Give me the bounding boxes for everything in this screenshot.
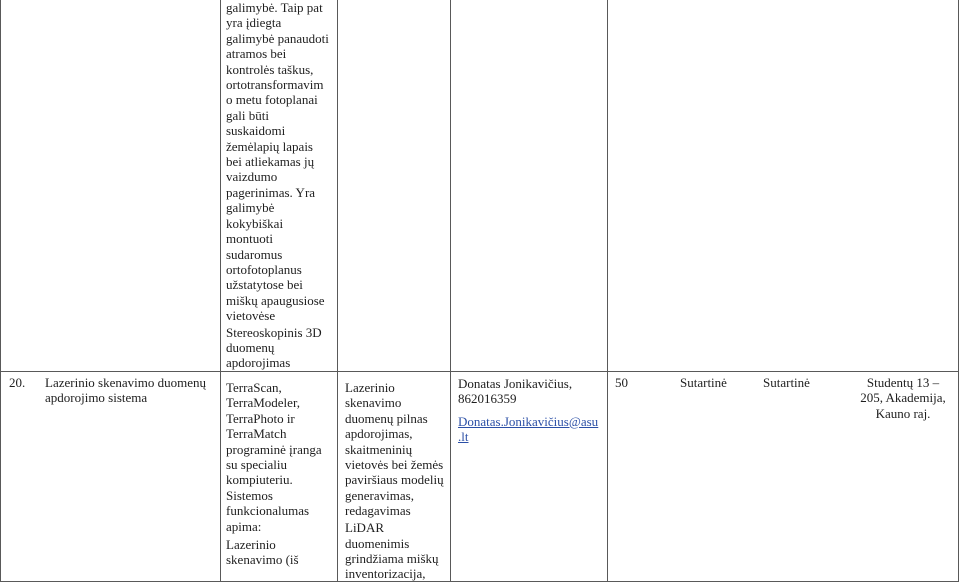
services-line: apdorojimas, [345, 426, 413, 442]
prev-equipment-line: galimybė panaudoti [226, 30, 329, 46]
prev-equipment-line: ortotransformavim [226, 77, 324, 93]
prev-equipment-line: kontrolės taškus, [226, 61, 314, 77]
paragraph [226, 325, 329, 371]
prev-equipment-line: duomenų [226, 339, 275, 355]
paragraph [226, 380, 322, 488]
services-line: skenavimo [345, 395, 402, 411]
services-line: duomenų pilnas [345, 410, 428, 426]
system-name-cell [45, 375, 206, 406]
prev-equipment-line: užstatytose bei [226, 277, 303, 293]
table-border-right [958, 0, 959, 582]
equipment-line: Sistemos [226, 487, 273, 503]
price-cell-a [680, 375, 727, 390]
contact-name: Donatas Jonikavičius, [458, 376, 573, 391]
column-divider-4 [607, 0, 608, 582]
address-line: Studentų 13 – [866, 375, 940, 390]
prev-equipment-line: suskaidomi [226, 123, 286, 139]
quantity-cell [615, 375, 628, 390]
prev-equipment-line: vietovėse [226, 308, 276, 324]
paragraph [226, 0, 329, 324]
price-cell-b [763, 375, 810, 390]
equipment-line: funkcionalumas [226, 503, 310, 519]
prev-equipment-line: gali būti [226, 107, 269, 123]
row-number [9, 375, 25, 390]
paragraph [345, 520, 444, 582]
paragraph [226, 488, 322, 534]
services-line: skaitmeninių [345, 441, 413, 457]
services-line: generavimas, [345, 487, 414, 503]
services-line: duomenimis [345, 535, 410, 551]
contact-cell [458, 376, 598, 445]
equipment-line: TerraModeler, [226, 395, 301, 411]
column-divider-2 [337, 0, 338, 582]
prev-equipment-line: galimybė [226, 200, 275, 216]
row-number-label: 20. [9, 375, 26, 390]
address-line: Kauno raj. [875, 405, 931, 421]
prev-equipment-line: bei atliekamas jų [226, 154, 315, 170]
prev-equipment-line: ortofotoplanus [226, 261, 302, 277]
table-border-left [0, 0, 1, 582]
equipment-line: programinė įranga [226, 441, 322, 457]
equipment-line: su specialiu [226, 457, 288, 473]
services-line: inventorizacija, [345, 566, 426, 582]
prev-equipment-line: vaizdumo [226, 169, 278, 185]
email-link[interactable] [458, 414, 598, 445]
address-cell [850, 375, 956, 421]
equipment-line: apima: [226, 518, 262, 534]
row-divider [0, 371, 959, 372]
services-line: Lazerinio [345, 380, 395, 395]
services-line: paviršiaus modelių [345, 472, 444, 488]
prev-equipment-line: sudaromus [226, 246, 283, 262]
services-line: grindžiama miškų [345, 550, 439, 566]
prev-equipment-line: yra įdiegta [226, 15, 282, 31]
prev-equipment-line: atramos bei [226, 46, 287, 62]
email-link-line[interactable]: Donatas.Jonikavičius@asu [458, 413, 599, 429]
system-name-line: apdorojimo sistema [45, 390, 148, 406]
price-value-b: Sutartinė [763, 375, 810, 390]
system-name-line: Lazerinio skenavimo duomenų [45, 375, 207, 390]
equipment-line: skenavimo (iš [226, 552, 299, 568]
services-cell [345, 380, 444, 582]
prev-equipment-line: montuoti [226, 231, 273, 247]
quantity-value: 50 [615, 375, 628, 390]
prev-equipment-line: miškų apaugusiose [226, 292, 325, 308]
prev-equipment-line: Stereoskopinis 3D [226, 324, 322, 340]
address-line: 205, Akademija, [860, 390, 946, 406]
prev-equipment-line: o metu fotoplanai [226, 92, 318, 108]
prev-equipment-line: žemėlapių lapais [226, 138, 313, 154]
equipment-line: Lazerinio [226, 537, 276, 553]
paragraph [226, 537, 322, 568]
equipment-cell [226, 380, 322, 568]
services-line: LiDAR [345, 520, 384, 536]
column-divider-1 [220, 0, 221, 582]
equipment-line: TerraPhoto ir [226, 410, 295, 426]
prev-equipment-line: kokybiškai [226, 215, 284, 231]
prev-equipment-line: galimybė. Taip pat [226, 0, 323, 15]
price-value-a: Sutartinė [680, 375, 727, 390]
services-line: vietovės bei žemės [345, 457, 444, 473]
equipment-line: TerraMatch [226, 426, 287, 442]
contact-phone: 862016359 [458, 391, 517, 407]
email-link-line[interactable]: .lt [458, 429, 469, 445]
services-line: redagavimas [345, 503, 411, 519]
table-border-bottom [0, 581, 959, 582]
prev-equipment-line: apdorojimas [226, 355, 291, 371]
equipment-line: TerraScan, [226, 380, 282, 395]
paragraph [345, 380, 444, 519]
prev-equipment-line: pagerinimas. Yra [226, 184, 316, 200]
prev-equipment-cell [226, 0, 329, 371]
column-divider-3 [450, 0, 451, 582]
equipment-line: kompiuteriu. [226, 472, 293, 488]
